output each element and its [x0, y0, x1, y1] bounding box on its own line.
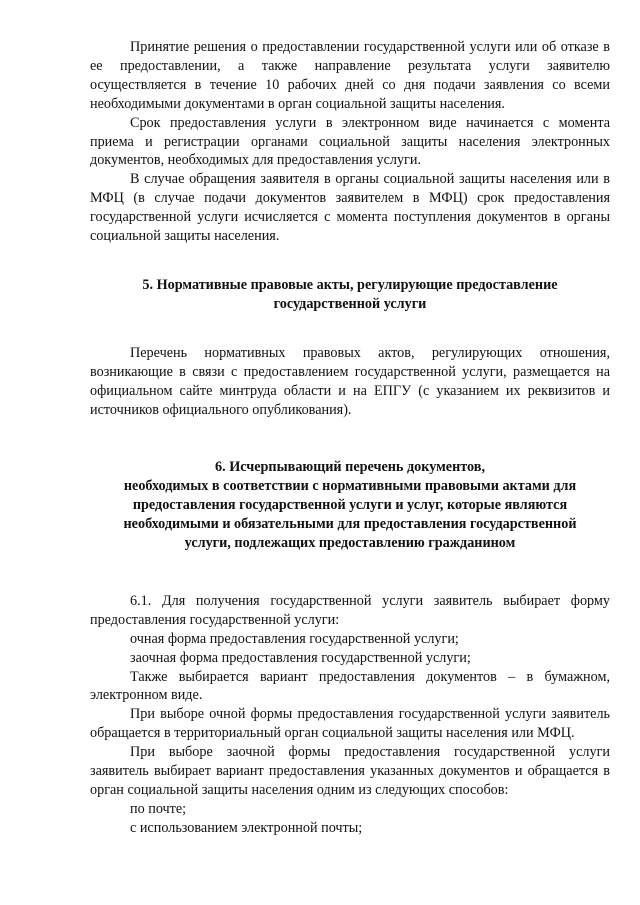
- list-item-by-mail: по почте;: [130, 800, 187, 817]
- list-item-by-email: с использованием электронной почты;: [130, 819, 363, 836]
- paragraph-legal-acts: Перечень нормативных правовых актов, регулирующих отношения, возникающие в связи с предоставлением государственной услуги, размещается на официальном сайте минтруда области и на ЕПГУ (с указанием их реквизитов и источников официального опубликования).: [90, 344, 610, 418]
- paragraph-decision-term: Принятие решения о предоставлении государственной услуги или об отказе в ее предоставлении, а также направление результата услуги заявителю осуществляется в течение 10 рабочих дней со дня подачи заявления со всеми необходимыми документами в орган социальной защиты населения.: [90, 39, 610, 112]
- section-6-heading-line-1: 6. Исчерпывающий перечень документов,: [215, 459, 485, 476]
- paragraph-document-variant: Также выбирается вариант предоставления документов – в бумажном, электронном виде.: [90, 668, 610, 704]
- section-6-heading: [90, 458, 610, 553]
- paragraph-in-person-choice: При выборе очной формы предоставления государственной услуги заявитель обращается в территориальный орган социальной защиты населения или МФЦ.: [90, 706, 610, 742]
- section-6-heading-line-5: услуги, подлежащих предоставлению гражданином: [184, 535, 516, 552]
- section-6-heading-line-2: необходимых в соответствии с нормативными правовыми актами для: [123, 478, 577, 495]
- paragraph-6-1: 6.1. Для получения государственной услуги заявитель выбирает форму предоставления государственной услуги:: [90, 592, 610, 628]
- paragraph-electronic-term: Срок предоставления услуги в электронном виде начинается с момента приема и регистрации органами социальной защиты населения электронных документов, необходимых для предоставления услуги.: [90, 114, 610, 169]
- section-5-heading-line-1: 5. Нормативные правовые акты, регулирующие предоставление: [142, 276, 558, 293]
- paragraph-remote-choice: При выборе заочной формы предоставления государственной услуги заявитель выбирает вариант предоставления указанных документов и обращается в орган социальной защиты населения одним из следующих способов:: [90, 744, 610, 798]
- paragraph-mfc-term: В случае обращения заявителя в органы социальной защиты населения или в МФЦ (в случае подачи документов заявителем в МФЦ) срок предоставления государственной услуги исчисляется с момента поступления документов в органы социальной защиты населения.: [90, 171, 610, 245]
- list-item-in-person-form: очная форма предоставления государственной услуги;: [130, 630, 459, 647]
- section-5-heading-line-2: государственной услуги: [273, 295, 427, 312]
- list-item-remote-form: заочная форма предоставления государственной услуги;: [130, 649, 471, 666]
- section-5-heading: [90, 276, 610, 314]
- document-page: [90, 38, 610, 838]
- section-6-heading-line-4: необходимыми и обязательными для предоставления государственной: [123, 516, 577, 533]
- section-6-heading-line-3: предоставления государственной услуги и услуг, которые являются: [132, 497, 568, 514]
